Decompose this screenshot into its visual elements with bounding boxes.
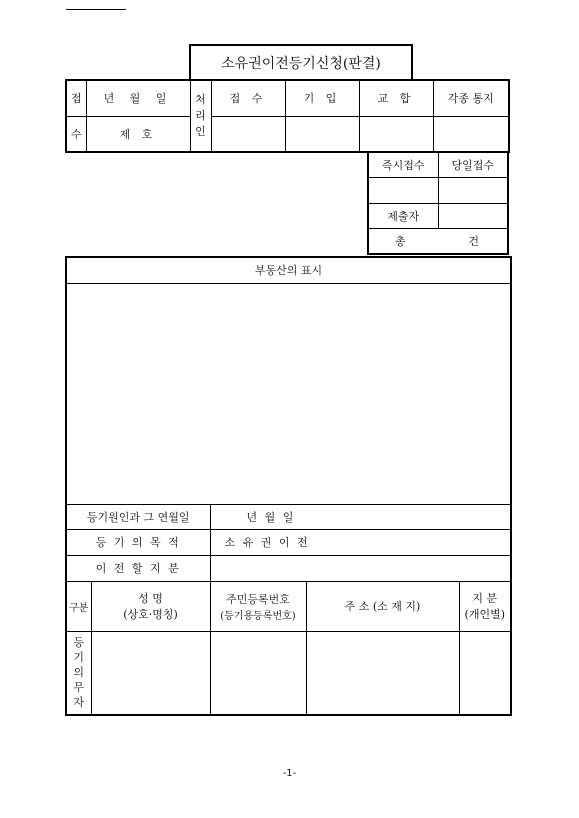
reception-cell[interactable] bbox=[211, 116, 285, 152]
page-number: -1- bbox=[282, 768, 297, 779]
share-value[interactable] bbox=[210, 555, 511, 581]
reception-table bbox=[65, 79, 510, 153]
same-day-reception: 당일접수 bbox=[438, 152, 508, 178]
obligor-share-cell[interactable] bbox=[459, 631, 511, 715]
col-type: 구분 bbox=[66, 581, 91, 631]
submitter-label: 제출자 bbox=[368, 203, 438, 229]
share-label: 이 전 할 지 분 bbox=[66, 555, 210, 581]
collation-cell[interactable] bbox=[359, 116, 433, 152]
immediate-cell[interactable] bbox=[368, 178, 438, 204]
property-table bbox=[65, 256, 512, 716]
same-day-cell[interactable] bbox=[438, 178, 508, 204]
col-collation: 교 합 bbox=[359, 80, 433, 116]
purpose-label: 등 기 의 목 적 bbox=[66, 529, 210, 555]
col-id-number: 주민등록번호 (등기용등록번호) bbox=[210, 581, 306, 631]
col-address: 주 소 (소 재 지) bbox=[306, 581, 459, 631]
col-notice: 각종 통지 bbox=[433, 80, 509, 116]
col-name: 성 명 (상호·명칭) bbox=[91, 581, 210, 631]
col-share: 지 분 (개인별) bbox=[459, 581, 511, 631]
obligor-label: 등 기 의 무 자 bbox=[66, 631, 91, 715]
col-entry: 기 입 bbox=[285, 80, 359, 116]
total-count: 총 건 bbox=[368, 229, 508, 255]
obligor-name-cell[interactable] bbox=[91, 631, 210, 715]
form-title: 소유권이전등기신청(판결) bbox=[189, 44, 413, 80]
submitter-cell[interactable] bbox=[438, 203, 508, 229]
col-reception: 접 수 bbox=[211, 80, 285, 116]
cause-value[interactable]: 년 월 일 bbox=[210, 504, 511, 529]
top-rule bbox=[66, 9, 126, 10]
process-label: 처 리 인 bbox=[190, 80, 211, 152]
reception-date: 년 월 일 bbox=[86, 80, 190, 116]
obligor-address-cell[interactable] bbox=[306, 631, 459, 715]
property-header: 부동산의 표시 bbox=[66, 257, 511, 283]
reception-label-top: 접 bbox=[66, 80, 86, 116]
cause-label: 등기원인과 그 연월일 bbox=[66, 504, 210, 529]
purpose-value[interactable]: 소 유 권 이 전 bbox=[210, 529, 511, 555]
obligor-id-cell[interactable] bbox=[210, 631, 306, 715]
property-description-area[interactable] bbox=[66, 283, 511, 504]
reception-label-bottom: 수 bbox=[66, 116, 86, 152]
reception-number: 제 호 bbox=[86, 116, 190, 152]
submission-table bbox=[367, 151, 509, 255]
notice-cell[interactable] bbox=[433, 116, 509, 152]
immediate-reception: 즉시접수 bbox=[368, 152, 438, 178]
entry-cell[interactable] bbox=[285, 116, 359, 152]
